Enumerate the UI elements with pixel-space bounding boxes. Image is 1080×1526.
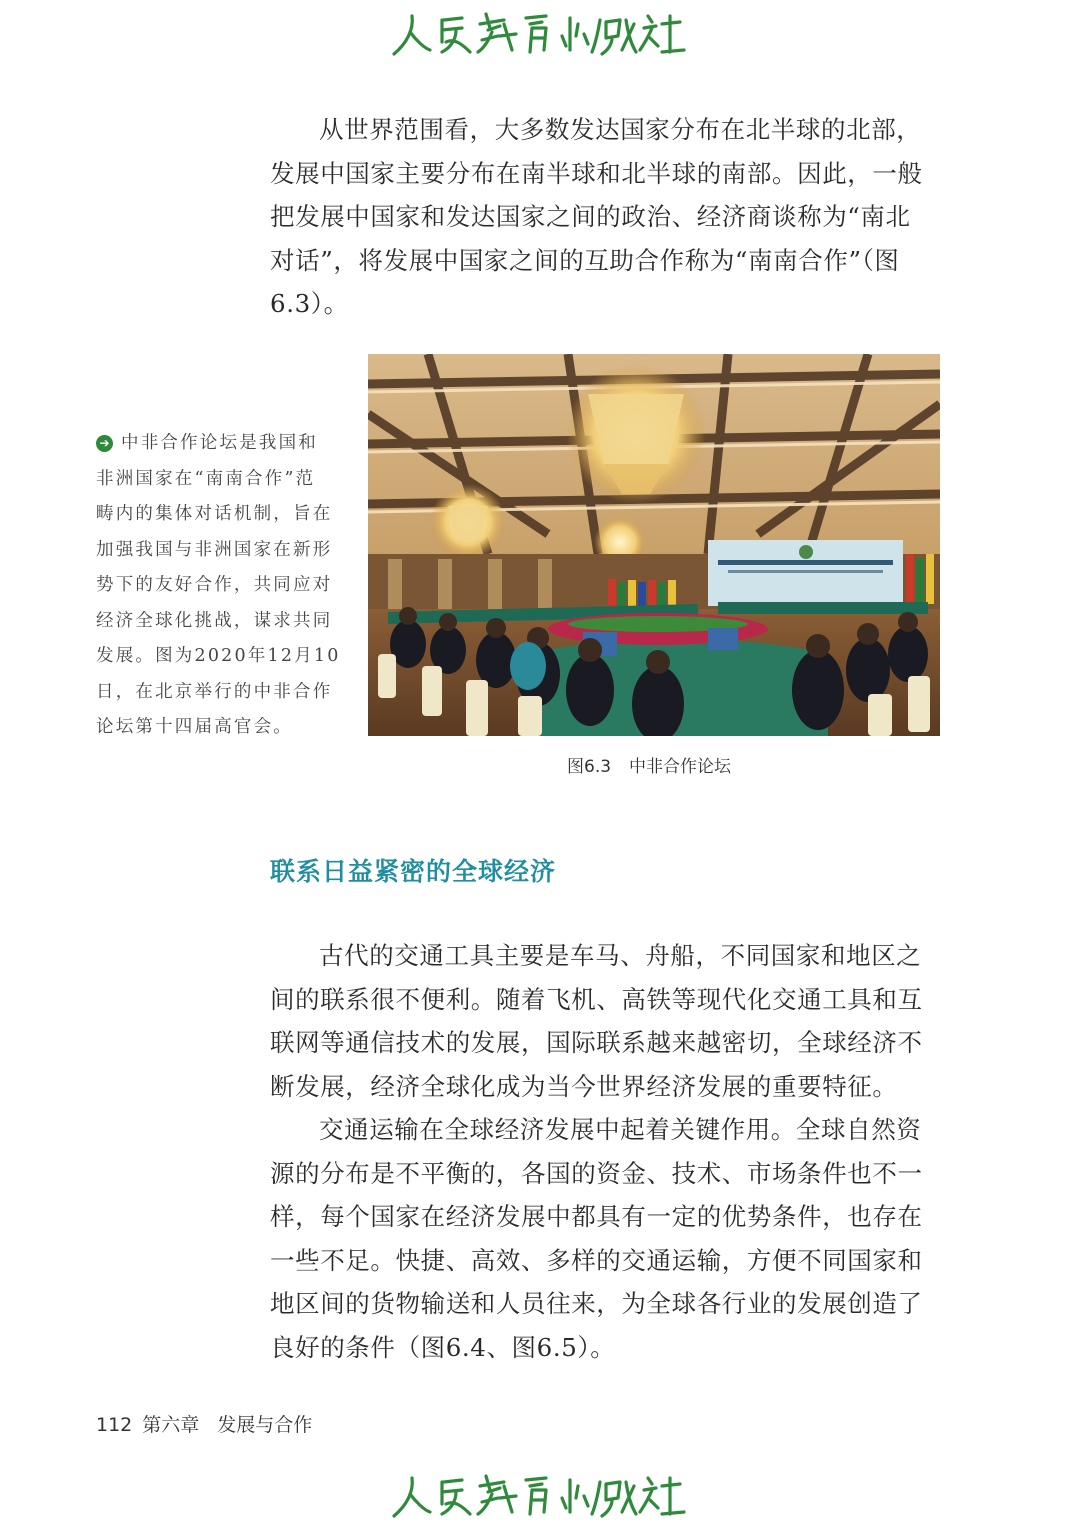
paragraph-line: 联网等通信技术的发展，国际联系越来越密切，全球经济不 xyxy=(270,1028,923,1057)
paragraph-line: 一些不足。快捷、高效、多样的交通运输，方便不同国家和 xyxy=(270,1245,923,1275)
publisher-logo xyxy=(390,6,690,62)
page-footer xyxy=(96,1410,312,1437)
paragraph-transport-history xyxy=(270,934,942,1108)
paragraph-line: 断发展，经济全球化成为当今世界经济发展的重要特征。 xyxy=(270,1071,898,1101)
publisher-watermark-bottom xyxy=(0,1466,1080,1526)
figure-label: 图6.3 xyxy=(567,757,612,777)
paragraph-intro xyxy=(270,108,942,326)
caption-line: 经济全球化挑战，谋求共同 xyxy=(96,610,333,631)
chapter-title: 发展与合作 xyxy=(217,1414,313,1436)
figure-title: 中非合作论坛 xyxy=(629,757,732,777)
paragraph-transport-role xyxy=(270,1108,942,1369)
paragraph-line: 样，每个国家在经济发展中都具有一定的优势条件，也存在 xyxy=(270,1202,923,1231)
paragraph-line: 6.3）。 xyxy=(270,289,349,318)
figure-side-caption xyxy=(96,426,348,746)
paragraph-line: 古代的交通工具主要是车马、舟船，不同国家和地区之 xyxy=(319,941,922,970)
paragraph-line: 地区间的货物输送和人员往来，为全球各行业的发展创造了 xyxy=(270,1289,923,1318)
paragraph-line: 交通运输在全球经济发展中起着关键作用。全球自然资 xyxy=(319,1115,922,1144)
section-heading: 联系日益紧密的全球经济 xyxy=(270,857,557,886)
caption-line: 势下的友好合作，共同应对 xyxy=(96,575,333,595)
conference-photo xyxy=(368,354,940,736)
publisher-logo xyxy=(390,1468,690,1524)
paragraph-line: 良好的条件（图6.4、图6.5）。 xyxy=(270,1332,616,1362)
paragraph-line: 源的分布是不平衡的，各国的资金、技术、市场条件也不一 xyxy=(270,1158,923,1188)
caption-line: 论坛第十四届高官会。 xyxy=(96,717,293,737)
paragraph-line: 间的联系很不便利。随着飞机、高铁等现代化交通工具和互 xyxy=(270,984,923,1014)
paragraph-line: 发展中国家主要分布在南半球和北半球的南部。因此，一般 xyxy=(270,158,923,188)
publisher-watermark-top xyxy=(0,4,1080,64)
page-number: 112 xyxy=(96,1414,133,1436)
caption-line: 日，在北京举行的中非合作 xyxy=(96,681,333,702)
caption-line: 加强我国与非洲国家在新形 xyxy=(96,539,333,560)
figure-caption xyxy=(567,752,731,777)
paragraph-line: 对话”，将发展中国家之间的互助合作称为“南南合作”（图 xyxy=(270,245,900,275)
paragraph-line: 从世界范围看，大多数发达国家分布在北半球的北部， xyxy=(319,115,922,144)
caption-line: 非洲国家在“南南合作”范 xyxy=(96,468,316,489)
caption-line: 中非合作论坛是我国和 xyxy=(121,433,318,453)
caption-line: 发展。图为2020年12月10 xyxy=(96,646,341,666)
chapter-label: 第六章 xyxy=(142,1414,200,1436)
paragraph-line: 把发展中国家和发达国家之间的政治、经济商谈称为“南北 xyxy=(270,202,911,231)
arrow-right-icon: ➔ xyxy=(96,435,113,452)
caption-line: 畴内的集体对话机制，旨在 xyxy=(96,504,333,524)
